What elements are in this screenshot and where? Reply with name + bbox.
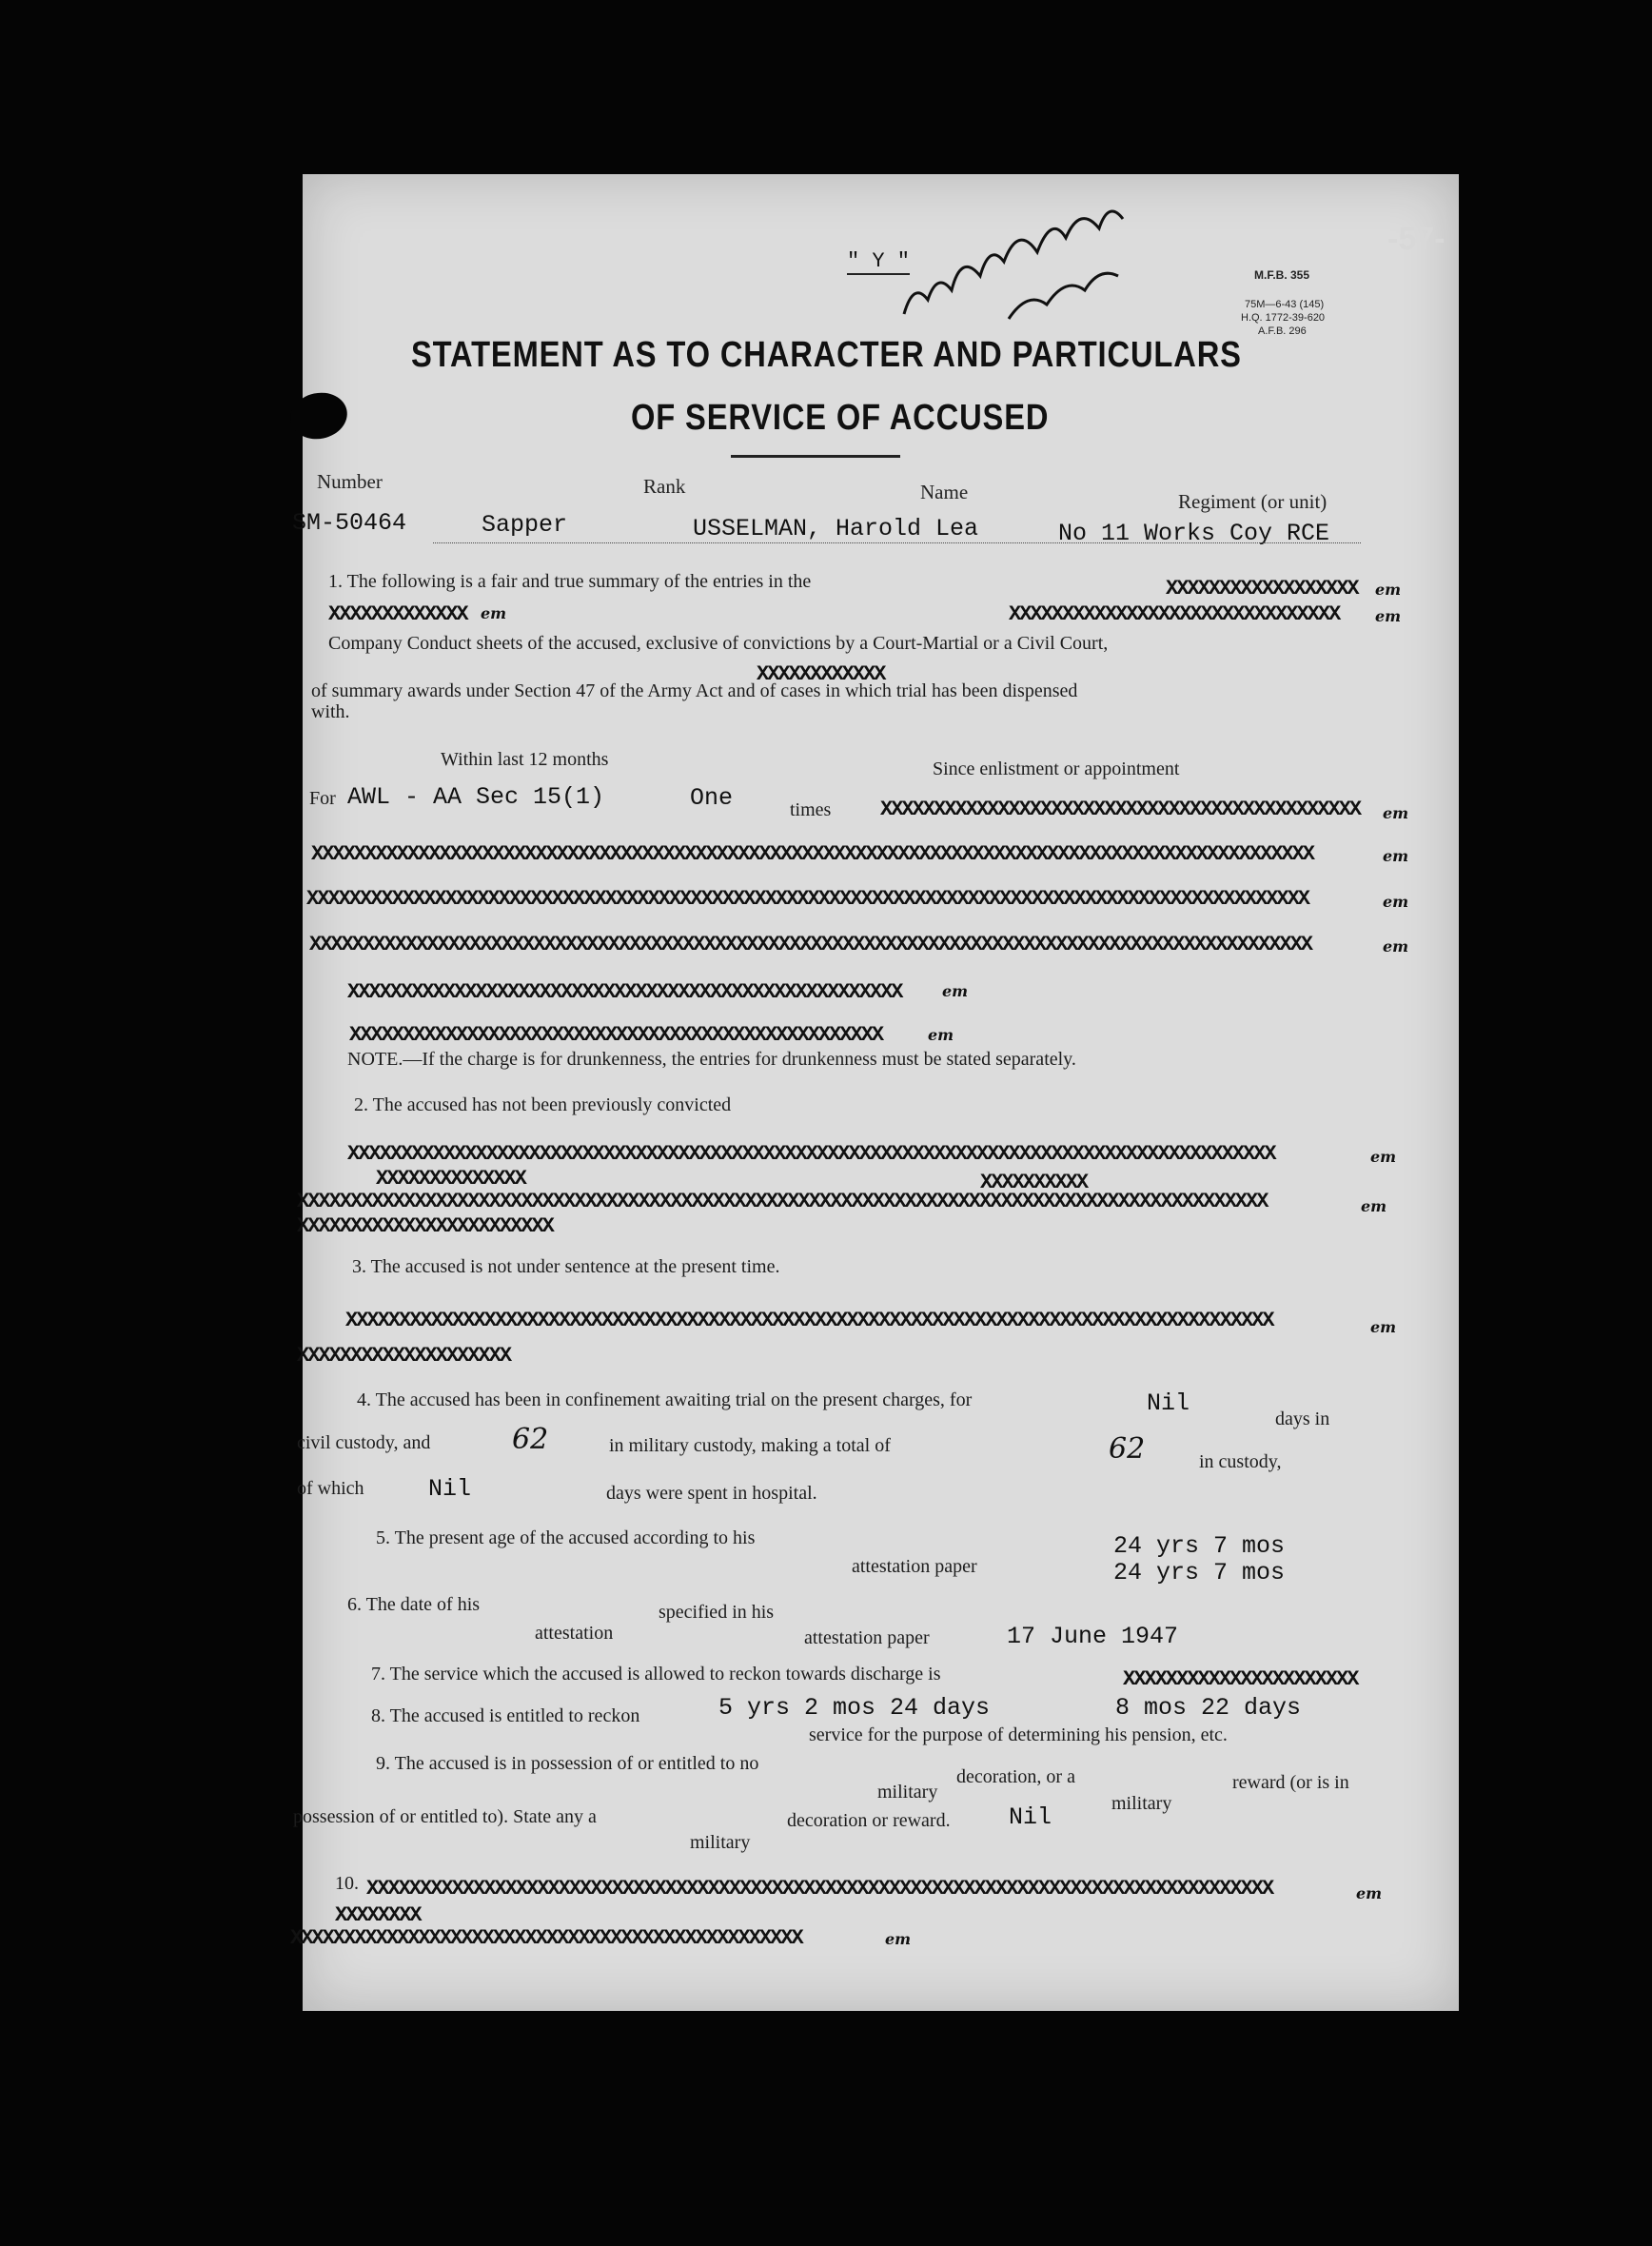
para9-text-d: possession of or entitled to). State any a xyxy=(293,1806,597,1827)
for-label: For xyxy=(309,788,336,809)
para10-label: 10. xyxy=(335,1873,359,1894)
initials: em xyxy=(928,1026,954,1044)
hospital-days: Nil xyxy=(428,1475,472,1503)
struck-text: XXXXXXXXXXXXXXXXXXXXXXXXXXXXXXXXXXXXXXXXXXXXXXXXXX xyxy=(349,1023,883,1047)
decoration-value: Nil xyxy=(1009,1803,1052,1831)
para9-sub-a: military xyxy=(877,1782,938,1803)
struck-text: XXXXXXXXXXXXXXXXXXXXXXXXXXXXXXXXXXXXXXXXXXXXXXXXXXXXXXXXXXXXXXXXXXXXXXXXXXXXXXXXXXXXXXXXXXXXXX xyxy=(309,933,1312,956)
accused-rank: Sapper xyxy=(482,511,568,539)
struck-text: XXXXXXXXXXXXXXXXXXXXXXXXXXXXXXXXXXXXXXXXXXXXX xyxy=(880,798,1361,821)
struck-text: XXXXXXXXXXXXXXXXXXXXXXXXXXXXXXXXXXXXXXXXXXXXXXXXXXXXXXXXXXXXXXXXXXXXXXXXXXXXXXXXXXXXX xyxy=(366,1877,1273,1901)
form-number: M.F.B. 355 xyxy=(1254,268,1310,282)
para4-line3b: days were spent in hospital. xyxy=(606,1483,817,1504)
para9-sub-b: military xyxy=(1111,1793,1172,1814)
struck-text: XXXXXXXXXXXXXXXXXX xyxy=(1166,577,1358,601)
para4-line3: of which xyxy=(297,1478,364,1499)
heading-rank: Rank xyxy=(643,475,686,498)
age-1: 24 yrs 7 mos xyxy=(1113,1532,1286,1560)
initials: em xyxy=(1361,1197,1387,1215)
page-title-line1: STATEMENT AS TO CHARACTER AND PARTICULARS xyxy=(411,335,1242,375)
para4-line1: 4. The accused has been in confinement awaiting trial on the present charges, for xyxy=(357,1389,973,1410)
struck-text: XXXXXXXXXXXXX xyxy=(328,602,467,626)
initials: em xyxy=(1356,1884,1383,1902)
para5-sub: attestation paper xyxy=(852,1556,977,1577)
struck-text: XXXXXXXXXXXXXXXXXXXXXX xyxy=(1123,1667,1358,1691)
military-custody-days: 62 xyxy=(512,1423,549,1456)
para9-text-b: decoration, or a xyxy=(956,1766,1075,1787)
para4-line2c: in custody, xyxy=(1199,1451,1282,1472)
heading-name: Name xyxy=(920,481,969,503)
para6-sub-b: attestation paper xyxy=(804,1627,930,1648)
para6-sub-a: attestation xyxy=(535,1623,614,1644)
initials: em xyxy=(1383,937,1409,956)
para9-sub-c: military xyxy=(690,1832,751,1853)
drunkenness-note: NOTE.—If the charge is for drunkenness, the entries for drunkenness must be stated separately. xyxy=(347,1049,1076,1070)
offence: AWL - AA Sec 15(1) xyxy=(347,783,605,811)
total-custody-days: 62 xyxy=(1109,1432,1146,1466)
struck-text: XXXXXXXXXXXXXXXXXXXXXXXXXXXXXXXXXXXXXXXXXXXXXXXXXXXX xyxy=(347,980,902,1004)
heading-regiment: Regiment (or unit) xyxy=(1178,490,1328,513)
initials: em xyxy=(1370,1318,1397,1336)
struck-text: XXXXXXXXXXXXXX xyxy=(376,1167,525,1191)
pension-service: 5 yrs 2 mos 24 days xyxy=(718,1694,991,1722)
initials: em xyxy=(885,1930,912,1948)
initials: em xyxy=(1383,893,1409,911)
form-code: " Y " xyxy=(847,249,911,273)
handwritten-signature xyxy=(895,186,1180,338)
para3-text: 3. The accused is not under sentence at the present time. xyxy=(352,1256,780,1277)
struck-text: XXXXXXXX xyxy=(335,1903,421,1927)
form-ref-2: H.Q. 1772-39-620 xyxy=(1241,312,1326,324)
para1-line2: Company Conduct sheets of the accused, exclusive of convictions by a Court-Martial or a Civil Court, xyxy=(328,633,1109,654)
struck-text: XXXXXXXXXXXXXXXXXXXXXXXXXXXXXXXXXXXXXXXXXXXXXXXXXXXXXXXXXXXXXXXXXXXXXXXXXXXXXXXXXXXXXXXXXXXXXX xyxy=(306,887,1309,911)
form-ref-3: A.F.B. 296 xyxy=(1258,325,1307,337)
para1-line3: of summary awards under Section 47 of the Army Act and of cases in which trial has been dispensed xyxy=(311,680,1078,701)
para7-text: 7. The service which the accused is allowed to reckon towards discharge is xyxy=(371,1664,941,1684)
struck-text: XXXXXXXXXXXXXXXXXXXXXXXXXXXXXXXXXXXXXXXXXXXXXXXXXXXXXXXXXXXXXXXXXXXXXXXXXXXXXXXXXXXXXXX xyxy=(347,1142,1275,1166)
struck-text: XXXXXXXXXXXXXXXXXXXXXXXX xyxy=(297,1214,553,1238)
struck-text: XXXXXXXXXXXX xyxy=(757,662,885,686)
struck-text: XXXXXXXXXXXXXXXXXXXX xyxy=(297,1344,511,1368)
page-number: -57- xyxy=(1387,221,1446,257)
para9-text-a: 9. The accused is in possession of or entitled to no xyxy=(376,1753,759,1774)
within-12-months-label: Within last 12 months xyxy=(441,749,609,770)
para4-line2b: in military custody, making a total of xyxy=(609,1435,891,1456)
offence-count: One xyxy=(690,784,734,812)
initials: em xyxy=(1370,1148,1397,1166)
initials: em xyxy=(1375,607,1402,625)
age-2: 24 yrs 7 mos xyxy=(1113,1559,1286,1586)
para9-text-c: reward (or is in xyxy=(1232,1772,1349,1793)
times-label: times xyxy=(790,799,832,820)
initials: em xyxy=(1375,581,1402,599)
page-title-line2: OF SERVICE OF ACCUSED xyxy=(631,398,1050,438)
para5-text: 5. The present age of the accused according to his xyxy=(376,1527,756,1548)
title-rule xyxy=(731,455,900,458)
para1-line1: 1. The following is a fair and true summary of the entries in the xyxy=(328,571,812,592)
attestation-date: 17 June 1947 xyxy=(1007,1623,1179,1650)
discharge-service: 8 mos 22 days xyxy=(1115,1694,1302,1722)
dotted-line xyxy=(433,542,1361,543)
struck-text: XXXXXXXXXXXXXXXXXXXXXXXXXXXXXXXXXXXXXXXXXXXXXXXXXXXXXXXXXXXXXXXXXXXXXXXXXXXXXXXXXXXXXXX xyxy=(345,1309,1273,1332)
para6-text-a: 6. The date of his xyxy=(347,1594,481,1615)
para4-line2: civil custody, and xyxy=(297,1432,431,1453)
accused-number: SM-50464 xyxy=(292,509,407,537)
para1-line4: with. xyxy=(311,701,350,722)
civil-custody-days: Nil xyxy=(1147,1389,1190,1417)
para2-text: 2. The accused has not been previously convicted xyxy=(354,1094,732,1115)
para8-text-a: 8. The accused is entitled to reckon xyxy=(371,1705,640,1726)
initials: em xyxy=(942,982,969,1000)
para8-text-b: service for the purpose of determining his pension, etc. xyxy=(809,1724,1228,1745)
form-ref-1: 75M—6-43 (145) xyxy=(1245,299,1325,310)
struck-text: XXXXXXXXXXXXXXXXXXXXXXXXXXXXXXXXXXXXXXXXXXXXXXXXXXXXXXXXXXXXXXXXXXXXXXXXXXXXXXXXXXXXXXXXXXXXXX xyxy=(311,842,1314,866)
struck-text: XXXXXXXXXXXXXXXXXXXXXXXXXXXXXXXXXXXXXXXXXXXXXXXX xyxy=(290,1926,802,1950)
initials: em xyxy=(481,604,507,622)
accused-unit: No 11 Works Coy RCE xyxy=(1058,520,1330,547)
initials: em xyxy=(1383,847,1409,865)
para6-text-b: specified in his xyxy=(659,1602,775,1623)
struck-text: XXXXXXXXXX xyxy=(980,1171,1088,1194)
initials: em xyxy=(1383,804,1409,822)
struck-text: XXXXXXXXXXXXXXXXXXXXXXXXXXXXXXX xyxy=(1009,602,1340,626)
para9-text-e: decoration or reward. xyxy=(787,1810,951,1831)
heading-number: Number xyxy=(317,470,383,493)
accused-name: USSELMAN, Harold Lea xyxy=(693,515,979,542)
since-enlistment-label: Since enlistment or appointment xyxy=(933,759,1180,779)
days-in-label: days in xyxy=(1275,1409,1330,1429)
struck-text: XXXXXXXXXXXXXXXXXXXXXXXXXXXXXXXXXXXXXXXXXXXXXXXXXXXXXXXXXXXXXXXXXXXXXXXXXXXXXXXXXXXXXXXXXXX xyxy=(297,1190,1268,1213)
